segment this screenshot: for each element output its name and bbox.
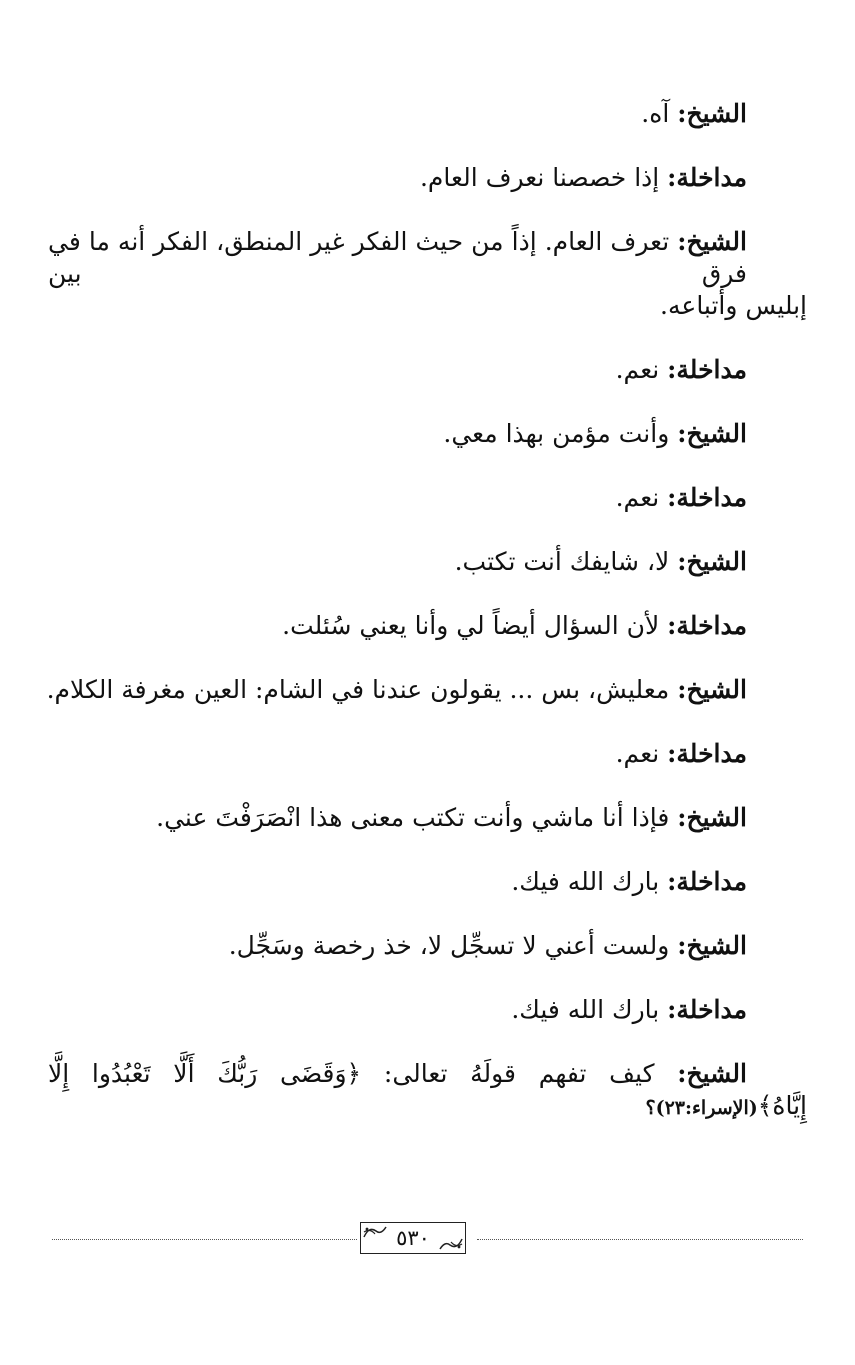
line-text: ولست أعني لا تسجِّل لا، خذ رخصة وسَجِّل.	[228, 931, 678, 960]
line-text: نعم.	[615, 739, 668, 768]
dialogue-line-continuation	[48, 290, 807, 322]
line-text: بارك الله فيك.	[511, 867, 668, 896]
footer-rule-right	[477, 1239, 803, 1240]
dialogue-text	[46, 98, 807, 1156]
speaker-label: مداخلة	[676, 483, 747, 512]
speaker-label: الشيخ	[686, 1059, 747, 1088]
quran-verse-end: إِيَّاهُ﴾	[757, 1091, 807, 1120]
dialogue-line: الشيخ: وأنت مؤمن بهذا معي.	[443, 419, 747, 448]
line-text: لا، شايفك أنت تكتب.	[454, 547, 678, 576]
line-text: إذا خصصنا نعرف العام.	[419, 163, 668, 192]
speaker-label: مداخلة	[676, 611, 747, 640]
dialogue-line: مداخلة: نعم.	[615, 483, 747, 512]
dialogue-line: مداخلة: لأن السؤال أيضاً لي وأنا يعني سُئلت.	[282, 611, 747, 640]
dialogue-line: مداخلة: نعم.	[615, 355, 747, 384]
speaker-label: الشيخ	[686, 227, 747, 256]
line-text: نعم.	[615, 355, 668, 384]
ornament-icon	[439, 1237, 463, 1251]
line-text: نعم.	[615, 483, 668, 512]
speaker-label: مداخلة	[676, 163, 747, 192]
ornament-icon	[363, 1225, 387, 1239]
dialogue-line: الشيخ: لا، شايفك أنت تكتب.	[454, 547, 747, 576]
speaker-label: الشيخ	[686, 547, 747, 576]
line-text: تعرف العام. إذاً من حيث الفكر غير المنطق، الفكر أنه ما في فرق بين	[48, 227, 747, 288]
speaker-label: الشيخ	[686, 99, 747, 128]
line-text: لأن السؤال أيضاً لي وأنا يعني سُئلت.	[282, 611, 668, 640]
dialogue-line-continuation	[48, 1090, 807, 1124]
line-text: معليش، بس ... يقولون عندنا في الشام: العين مغرفة الكلام.	[46, 675, 678, 704]
speaker-label: الشيخ	[686, 675, 747, 704]
line-text: آه.	[641, 99, 678, 128]
speaker-label: مداخلة	[676, 995, 747, 1024]
dialogue-line: الشيخ: ولست أعني لا تسجِّل لا، خذ رخصة وسَجِّل.	[228, 931, 747, 960]
dialogue-line: مداخلة: بارك الله فيك.	[511, 995, 747, 1024]
footer-rule-left	[52, 1239, 357, 1240]
page-number: ٥٣٠	[396, 1226, 430, 1250]
line-text: كيف تفهم قولَهُ تعالى: ﴿وَقَضَى رَبُّكَ أَلَّا تَعْبُدُوا إِلَّا	[48, 1059, 678, 1088]
speaker-label: مداخلة	[676, 867, 747, 896]
dialogue-line: الشيخ: كيف تفهم قولَهُ تعالى: ﴿وَقَضَى رَبُّكَ أَلَّا تَعْبُدُوا إِلَّا	[48, 1059, 747, 1088]
speaker-label: الشيخ	[686, 931, 747, 960]
dialogue-line: الشيخ: معليش، بس ... يقولون عندنا في الشام: العين مغرفة الكلام.	[46, 675, 747, 704]
line-text: فإذا أنا ماشي وأنت تكتب معنى هذا انْصَرَفْتَ عني.	[156, 803, 678, 832]
dialogue-line: مداخلة: إذا خصصنا نعرف العام.	[419, 163, 747, 192]
line-text: إبليس وأتباعه.	[660, 291, 807, 320]
verse-reference: (الإسراء:٢٣)؟	[645, 1097, 758, 1119]
line-text: بارك الله فيك.	[511, 995, 668, 1024]
speaker-label: الشيخ	[686, 803, 747, 832]
dialogue-line: مداخلة: نعم.	[615, 739, 747, 768]
speaker-label: مداخلة	[676, 355, 747, 384]
speaker-label: مداخلة	[676, 739, 747, 768]
page-number-frame	[360, 1222, 466, 1254]
dialogue-line: الشيخ: تعرف العام. إذاً من حيث الفكر غير المنطق، الفكر أنه ما في فرق بين	[48, 227, 747, 288]
page-footer	[52, 1220, 803, 1260]
speaker-label: الشيخ	[686, 419, 747, 448]
dialogue-line: الشيخ: فإذا أنا ماشي وأنت تكتب معنى هذا انْصَرَفْتَ عني.	[156, 803, 747, 832]
dialogue-line: مداخلة: بارك الله فيك.	[511, 867, 747, 896]
dialogue-line: الشيخ: آه.	[641, 99, 747, 128]
line-text: وأنت مؤمن بهذا معي.	[443, 419, 678, 448]
